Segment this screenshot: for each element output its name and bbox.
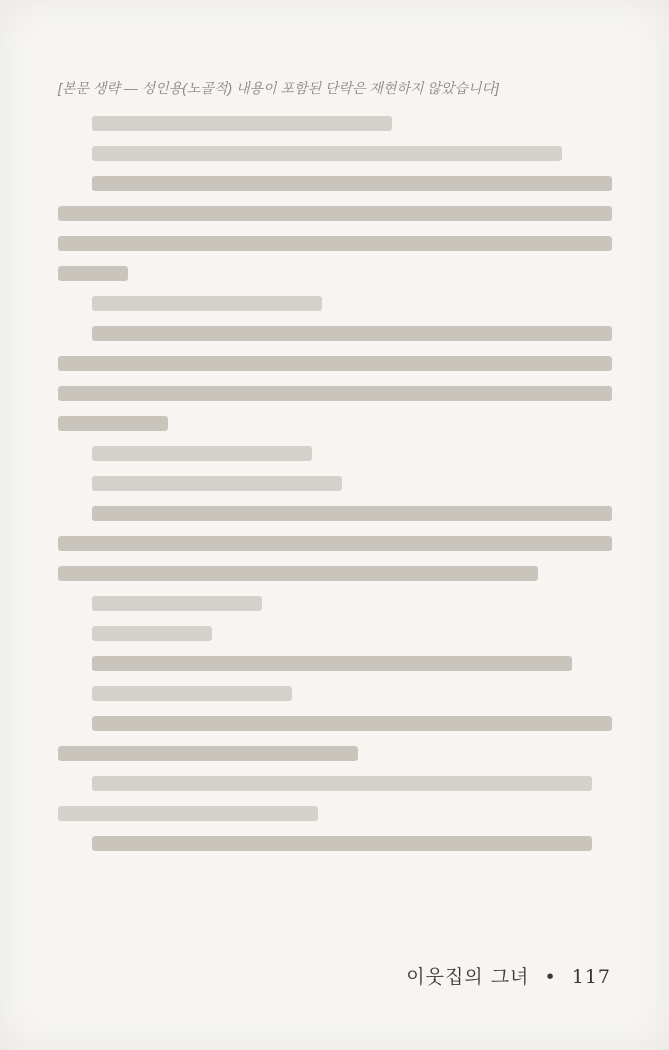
redacted-text-line (92, 116, 392, 131)
body-text-block (58, 78, 614, 866)
redacted-text-line (92, 476, 342, 491)
redacted-text-line (58, 356, 612, 371)
redacted-text-line (92, 146, 562, 161)
redacted-text-line (58, 206, 612, 221)
footer-book-title: 이웃집의 그녀 (406, 966, 530, 988)
redacted-text-line (58, 266, 128, 281)
redacted-text-line (92, 176, 612, 191)
redacted-text-line (58, 566, 538, 581)
redaction-notice: [본문 생략 — 성인용(노골적) 내용이 포함된 단락은 재현하지 않았습니다] (58, 80, 499, 96)
redacted-text-line (92, 626, 212, 641)
redacted-text-line (92, 776, 592, 791)
redacted-text-line (92, 506, 612, 521)
redacted-text-line (58, 236, 612, 251)
redacted-text-line (92, 716, 612, 731)
redacted-text-line (58, 806, 318, 821)
redacted-text-line (92, 656, 572, 671)
footer-separator: • (544, 966, 557, 988)
footer-page-number: 117 (571, 966, 611, 988)
redacted-text-line (58, 386, 612, 401)
redacted-text-line (92, 836, 592, 851)
redacted-text-line (92, 446, 312, 461)
redacted-text-line (92, 596, 262, 611)
redacted-text-line (58, 416, 168, 431)
redacted-text-line (92, 686, 292, 701)
redacted-text-line (58, 746, 358, 761)
redacted-text-line (92, 296, 322, 311)
redacted-text-line (92, 326, 612, 341)
redacted-text-line (58, 536, 612, 551)
page-footer (398, 962, 611, 989)
